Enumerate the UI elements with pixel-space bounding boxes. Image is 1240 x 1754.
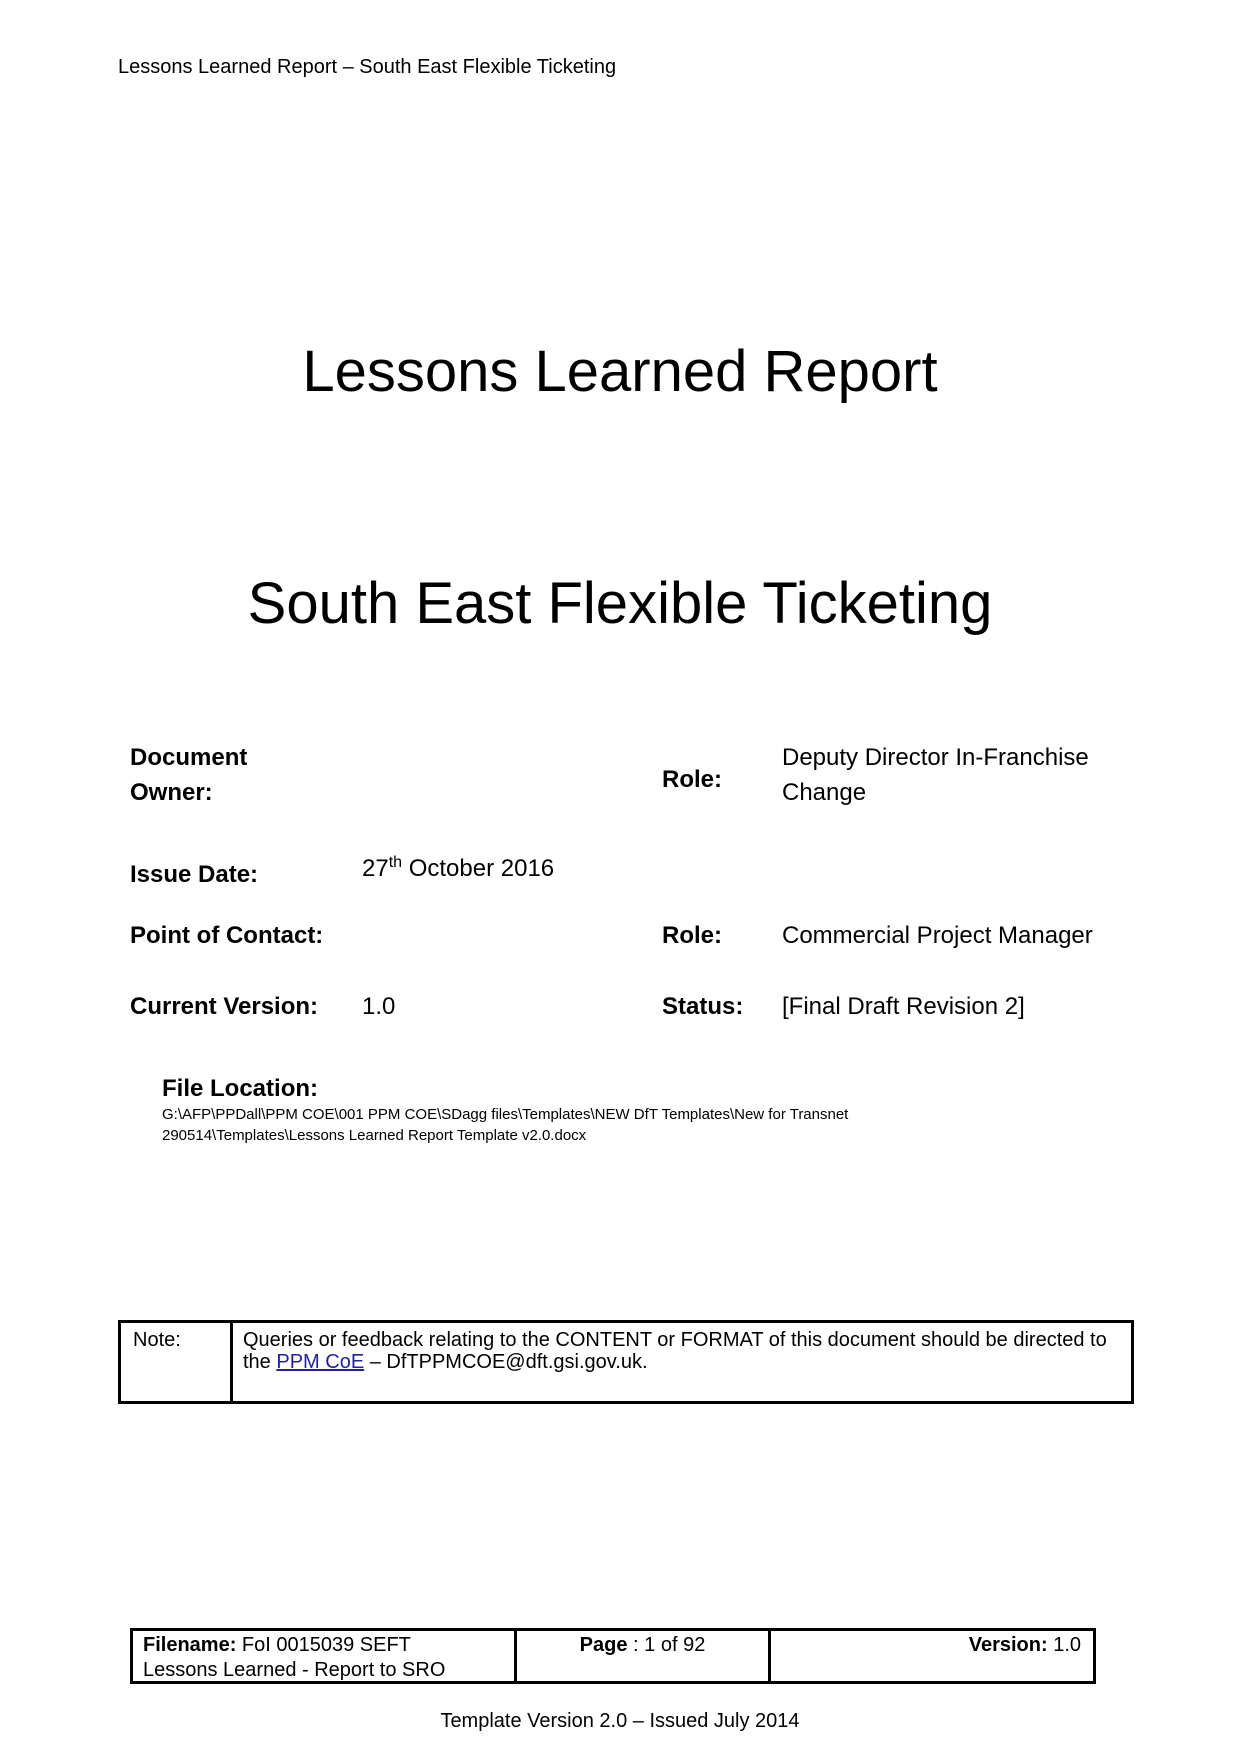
footer-version-label: Version: — [968, 1634, 1048, 1656]
note-box — [118, 1320, 1134, 1404]
file-location-label: File Location: — [162, 1075, 318, 1102]
note-text-after: – DfTPPMCOE@dft.gsi.gov.uk. — [364, 1351, 648, 1373]
footer-page-label: Page — [579, 1634, 628, 1656]
current-version-value: 1.0 — [362, 993, 396, 1020]
file-location-path — [162, 1104, 982, 1146]
role-value-owner: Deputy Director In-Franchise Change — [782, 744, 1089, 806]
status-value: [Final Draft Revision 2] — [782, 993, 1025, 1020]
footer-filename-label: Filename: — [143, 1634, 237, 1656]
footer-table — [130, 1628, 1096, 1684]
issue-date-suffix: th — [388, 854, 403, 871]
role-label-owner: Role: — [662, 766, 722, 793]
note-text-before: Queries or feedback relating to the CONTENT or FORMAT of this document should be directed to the — [243, 1329, 1107, 1373]
footer-version-cell — [771, 1631, 1093, 1681]
note-label: Note: — [121, 1323, 233, 1401]
document-owner-label: Document Owner: — [130, 744, 248, 806]
footer-filename-value-line2: Lessons Learned - Report to SRO — [143, 1659, 446, 1681]
note-text — [233, 1323, 1131, 1401]
document-subtitle: South East Flexible Ticketing — [247, 571, 993, 636]
running-header: Lessons Learned Report – South East Flexible Ticketing — [118, 56, 617, 78]
point-of-contact-label: Point of Contact: — [130, 922, 324, 949]
footer-page-value: : 1 of 92 — [627, 1634, 706, 1656]
issue-date-day: 27 — [362, 855, 389, 882]
file-location-path-line1: G:\AFP\PPDall\PPM COE\001 PPM COE\SDagg files\Templates\NEW DfT Templates\New for Transnet — [162, 1106, 849, 1123]
issue-date-value — [362, 851, 554, 886]
role-label-contact: Role: — [662, 922, 722, 949]
footer-version-value: 1.0 — [1047, 1634, 1081, 1656]
template-version: Template Version 2.0 – Issued July 2014 — [440, 1710, 800, 1732]
document-title: Lessons Learned Report — [302, 339, 938, 404]
status-label: Status: — [662, 993, 744, 1020]
issue-date-label: Issue Date: — [130, 861, 259, 888]
current-version-label: Current Version: — [130, 993, 319, 1020]
role-value-contact: Commercial Project Manager — [782, 922, 1093, 949]
ppm-coe-link[interactable]: PPM CoE — [276, 1351, 365, 1373]
footer-filename-value: FoI 0015039 SEFT — [236, 1634, 411, 1656]
footer-filename-cell — [133, 1631, 517, 1681]
issue-date-rest: October 2016 — [402, 855, 555, 882]
footer-page-cell — [517, 1631, 771, 1681]
file-location-path-line2: 290514\Templates\Lessons Learned Report Template v2.0.docx — [162, 1127, 587, 1144]
